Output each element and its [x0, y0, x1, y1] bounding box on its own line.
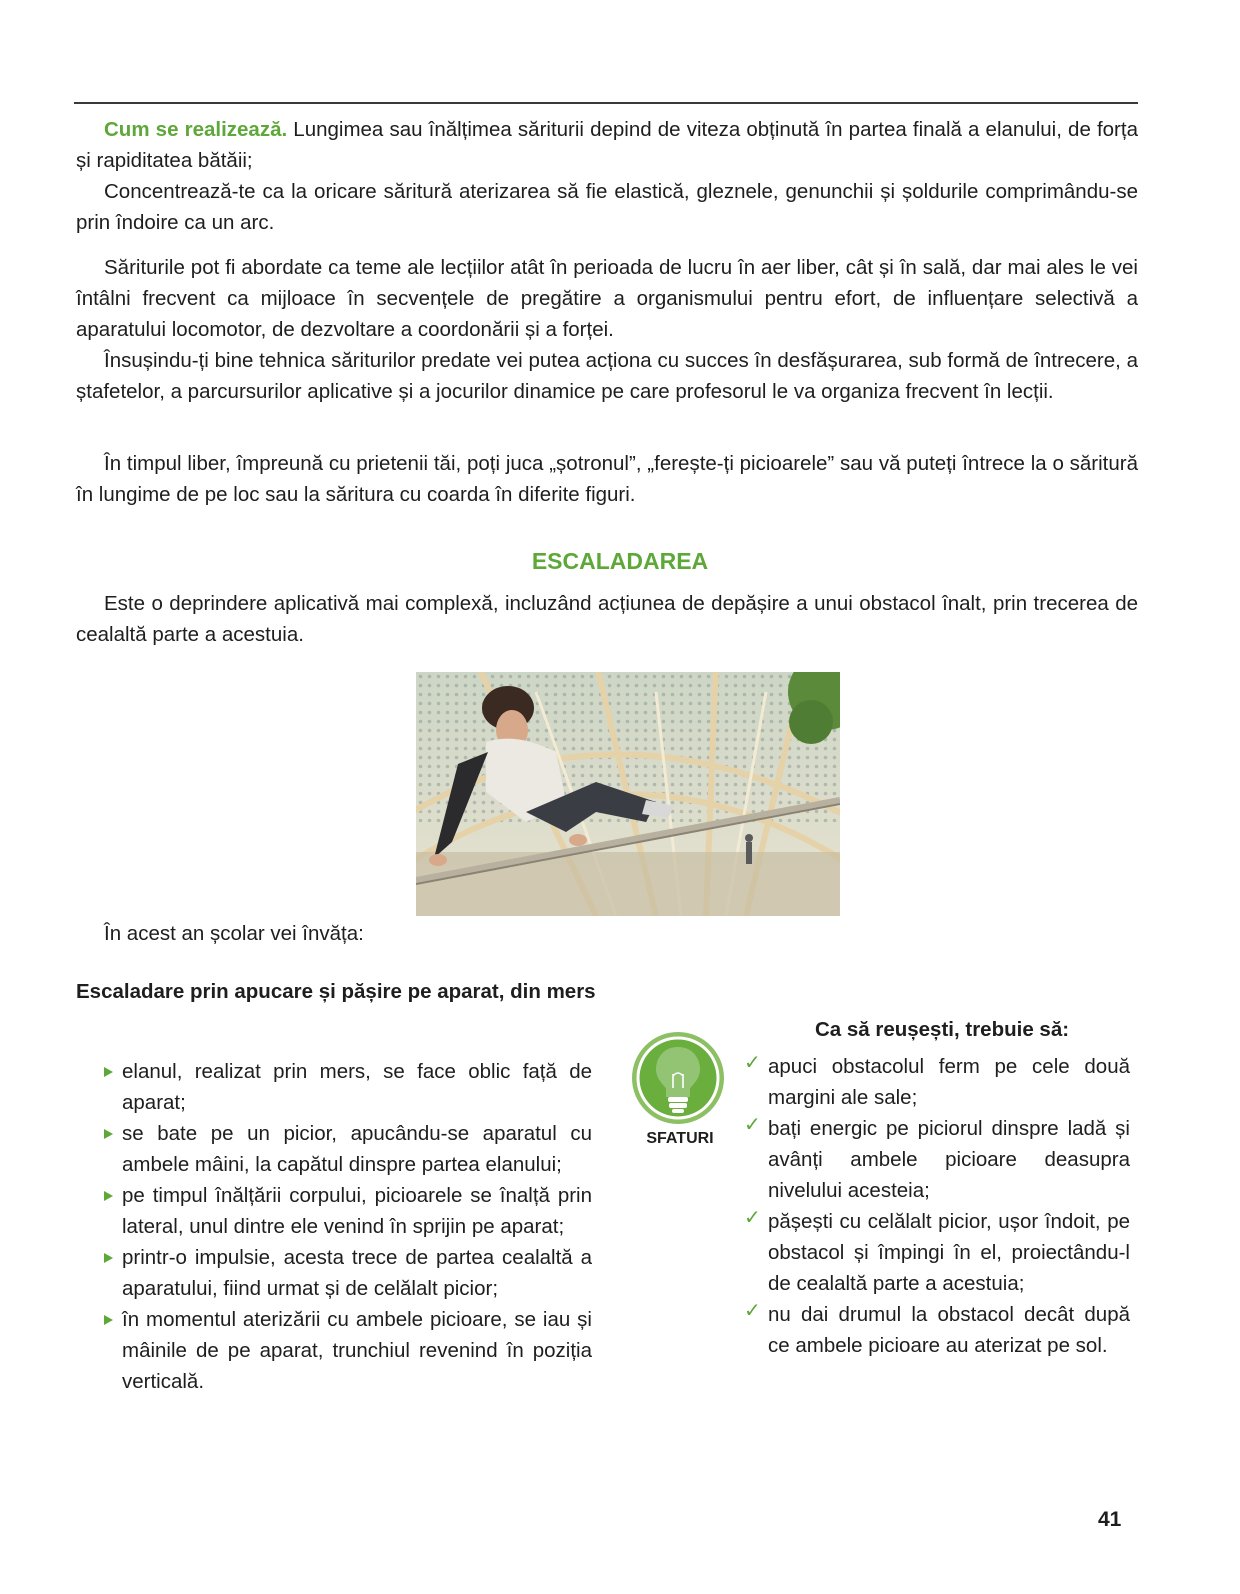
- tip-text: nu dai drumul la obstacol decât după ce ambele picioare au aterizat pe sol.: [768, 1303, 1130, 1357]
- checkmark-icon: ✓: [744, 1114, 761, 1136]
- tips-heading: Ca să reușești, trebuie să:: [814, 1018, 1070, 1041]
- list-item: [104, 1242, 592, 1304]
- list-item: [744, 1206, 1130, 1299]
- climber-over-railing-illustration: [416, 672, 840, 916]
- bullet-triangle-icon: [104, 1129, 113, 1139]
- list-item: [104, 1304, 592, 1397]
- checkmark-icon: ✓: [744, 1207, 761, 1229]
- step-text: printr-o impulsie, acesta trece de partea cealaltă a aparatului, fiind urmat și de celălalt picior;: [122, 1246, 592, 1300]
- list-item: [744, 1299, 1130, 1361]
- tip-text: apuci obstacolul ferm pe cele două margini ale sale;: [768, 1055, 1130, 1109]
- step-text: în momentul aterizării cu ambele picioare, se iau și mâinile de pe aparat, trunchiul revenind în poziția verticală.: [122, 1308, 592, 1393]
- list-item: [744, 1051, 1130, 1113]
- free-time-block: [76, 448, 1138, 510]
- section-title: ESCALADAREA: [531, 548, 709, 574]
- step-text: pe timpul înălțării corpului, picioarele se înalță prin lateral, unul dintre ele venind în sprijin pe aparat;: [122, 1184, 592, 1238]
- free-time-paragraph: În timpul liber, împreună cu prietenii tăi, poți juca „șotronul”, „ferește-ți picioarele” sau vă puteți întrece la o săritură în lungime de pe loc sau la săritura cu coarda în diferite figuri.: [76, 452, 1138, 506]
- bullet-triangle-icon: [104, 1315, 113, 1325]
- lightbulb-icon: [630, 1030, 726, 1126]
- step-text: se bate pe un picior, apucându-se aparatul cu ambele mâini, la capătul dinspre partea elanului;: [122, 1122, 592, 1176]
- bullet-triangle-icon: [104, 1191, 113, 1201]
- steps-list: [104, 1056, 592, 1397]
- list-item: [104, 1118, 592, 1180]
- escalade-photo: [416, 672, 840, 916]
- escalade-intro-block: [76, 588, 1138, 650]
- landing-paragraph: Concentrează-te ca la oricare săritură aterizarea să fie elastică, gleznele, genunchii și șoldurile comprimându-se prin îndoire ca un arc.: [76, 180, 1138, 234]
- learn-this-year: În acest an școlar vei învăța:: [104, 922, 364, 945]
- tip-text: bați energic pe piciorul dinspre ladă și avânți ambele picioare deasupra nivelului acesteia;: [768, 1117, 1130, 1202]
- bullet-triangle-icon: [104, 1253, 113, 1263]
- escalade-intro: Este o deprindere aplicativă mai complexă, incluzând acțiunea de depășire a unui obstacol înalt, prin trecerea de cealaltă parte a acestuia.: [76, 592, 1138, 646]
- checkmark-icon: ✓: [744, 1300, 761, 1322]
- list-item: [744, 1113, 1130, 1206]
- jumps-block: [76, 252, 1138, 407]
- how-it-is-done-block: [76, 114, 1138, 238]
- jumps-paragraph-2: Însușindu-ți bine tehnica săriturilor predate vei putea acționa cu succes în desfășurarea, sub formă de întrecere, a ștafetelor, a parcursurilor aplicative și a jocurilor dinamice pe care profesorul le va organiza frecvent în lecții.: [76, 349, 1138, 403]
- tips-badge: SFATURI: [646, 1130, 714, 1147]
- jumps-paragraph-1: Săriturile pot fi abordate ca teme ale lecțiilor atât în perioada de lucru în aer liber, cât și în sală, dar mai ales le vei întâlni frecvent ca mijloace în secvențele de pregătire a organismului pentru efort, de influențare selectivă a aparatului locomotor, de dezvoltare a coordonării și a forței.: [76, 256, 1138, 341]
- how-text: Lungimea sau înălțimea săriturii depind de viteza obținută în partea finală a elanului, de forța și rapiditatea bătăii;: [76, 118, 1138, 172]
- page-number: 41: [1098, 1508, 1122, 1531]
- tips-list: [744, 1051, 1130, 1361]
- how-paragraph: [76, 114, 1138, 176]
- checkmark-icon: ✓: [744, 1052, 761, 1074]
- list-item: [104, 1180, 592, 1242]
- bullet-triangle-icon: [104, 1067, 113, 1077]
- list-item: [104, 1056, 592, 1118]
- tip-text: pășești cu celălalt picior, ușor îndoit, pe obstacol și împingi în el, proiectându-l de cealaltă parte a acestuia;: [768, 1210, 1130, 1295]
- step-text: elanul, realizat prin mers, se face oblic față de aparat;: [122, 1060, 592, 1114]
- how-lead: Cum se realizează.: [104, 118, 288, 141]
- header-rule: [74, 102, 1138, 104]
- escalade-subtitle: Escaladare prin apucare și pășire pe aparat, din mers: [76, 980, 596, 1003]
